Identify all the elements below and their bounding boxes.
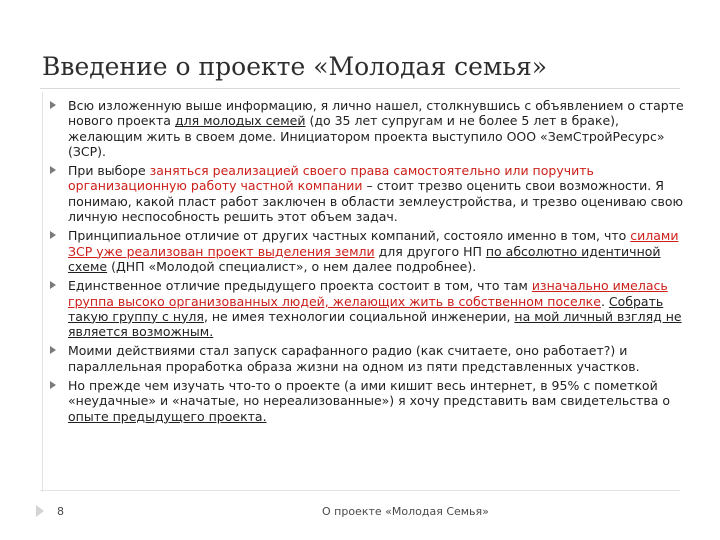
footer-marker-icon bbox=[36, 505, 44, 517]
bullet-text-segment: , не имея технологии социальной инженерии, bbox=[203, 308, 515, 324]
bullet-text-segment: (до 35 лет супругам и не более 5 лет в браке), желающим жить в своем доме. Инициатором проекта выступило ООО «ЗемСтройРесурс» (ЗСР). bbox=[68, 113, 665, 159]
bullet-item bbox=[44, 163, 690, 224]
bullet-text-segment: по абсолютно идентичной схеме bbox=[68, 243, 661, 274]
bullet-item bbox=[44, 278, 690, 339]
bullet-text-segment: Моими действиями стал запуск сарафанного радио (как считаете, оно работает?) и параллельная проработка образа жизни на одном из пяти представленных участков. bbox=[68, 343, 640, 374]
bullet-arrow-icon bbox=[50, 281, 56, 289]
bullet-text-segment: – стоит трезво оценить свои возможности. Я понимаю, какой пласт работ заключен в области землеустройства, и трезво оцениваю свою личную неспособность решить этот объем задач. bbox=[68, 178, 684, 225]
bullet-item bbox=[44, 228, 690, 274]
bullet-text-segment: (ДНП «Молодой специалист», о нем далее подробнее). bbox=[107, 258, 477, 274]
bullet-text-segment: Всю изложенную выше информацию, я лично нашел, столкнувшись с объявлением о старте нового проекта bbox=[68, 98, 684, 129]
bullet-text-segment: на мой личный взгляд не является возможным. bbox=[68, 308, 682, 340]
bullet-text-segment: заняться реализацией своего права самостоятельно или поручить организационную работу частной компании bbox=[68, 163, 594, 194]
bullet-text-segment: При выборе bbox=[68, 163, 150, 179]
footer-text: О проекте «Молодая Семья» bbox=[322, 505, 489, 518]
bullet-list bbox=[44, 98, 690, 428]
bullet-text-segment: для молодых семей bbox=[174, 113, 306, 129]
bullet-text-segment: Единственное отличие предыдущего проекта состоит в том, что там bbox=[68, 278, 532, 294]
title-divider bbox=[40, 88, 680, 89]
bullet-text-segment: силами ЗСР уже реализован проект выделения земли bbox=[68, 228, 679, 259]
bullet-arrow-icon bbox=[50, 381, 56, 389]
bullet-text-segment: для другого НП bbox=[374, 243, 486, 259]
bullet-text-segment: Собрать такую группу с нуля bbox=[68, 293, 664, 324]
bullet-text-segment: изначально имелась группа высоко организованных людей, желающих жить в собственном поселке bbox=[68, 278, 668, 309]
bullet-text-segment: опыте предыдущего проекта. bbox=[68, 408, 267, 424]
bullet-text-segment: Принципиальное отличие от других частных компаний, состояло именно в том, что bbox=[68, 228, 631, 244]
bullet-item bbox=[44, 343, 690, 374]
bullet-item bbox=[44, 98, 690, 159]
bullet-text-segment: Но прежде чем изучать что-то о проекте (а ими кишит весь интернет, в 95% с пометкой «неудачные» и «начатые, но нереализованные») я хочу представить вам свидетельства о bbox=[68, 378, 671, 409]
bullet-arrow-icon bbox=[50, 101, 56, 109]
bullet-item bbox=[44, 378, 690, 424]
bullet-text-segment: . bbox=[600, 293, 609, 309]
bullet-arrow-icon bbox=[50, 166, 56, 174]
left-rule bbox=[42, 92, 43, 492]
bullet-arrow-icon bbox=[50, 231, 56, 239]
slide-title: Введение о проекте «Молодая семья» bbox=[42, 52, 548, 81]
bullet-arrow-icon bbox=[50, 346, 56, 354]
footer-divider bbox=[40, 490, 680, 491]
page-number: 8 bbox=[57, 505, 64, 518]
